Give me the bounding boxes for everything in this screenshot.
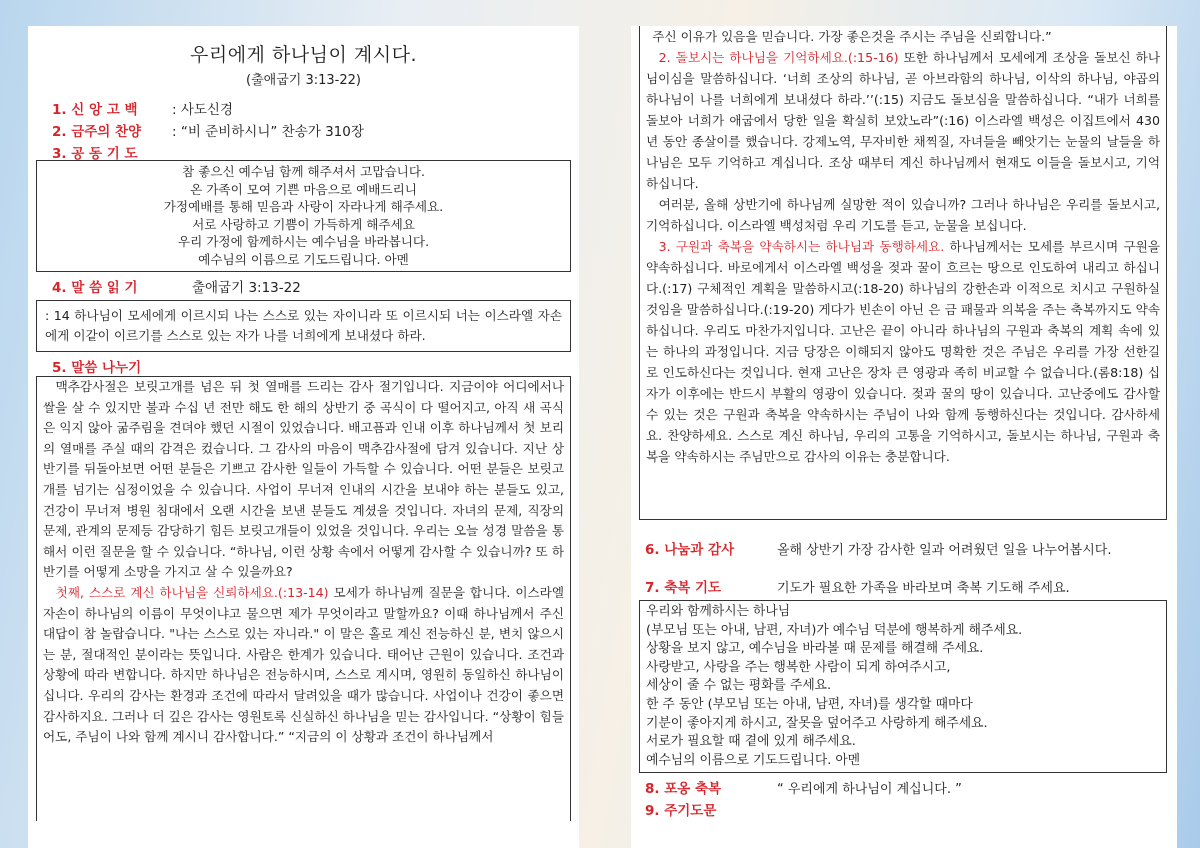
scripture-reference: (출애굽기 3:13-22) bbox=[246, 73, 361, 88]
prayer-line: 우리 가정에 함께하시는 예수님을 바라봅니다. bbox=[177, 234, 430, 249]
reading-value: 출애굽기 3:13-22 bbox=[192, 280, 301, 296]
prayer-row bbox=[42, 142, 565, 160]
point-one-heading: 첫째, 스스로 계신 하나님을 신뢰하세요.(:13-14) bbox=[55, 584, 329, 600]
share-thanks-label: 6. 나눔과 감사 bbox=[645, 542, 735, 558]
hymn-label: 2. 금주의 찬양 bbox=[52, 124, 142, 140]
sermon-paragraph-3: 2. 돌보시는 하나님을 기억하세요.(:15-16) 또한 하나님께서 모세에게 조상을 돌보신 하나님이심을 말씀하십니다. ‘너희 조상의 하나님, 곧 아브라함의 하나님, 이삭의 하나님, 야곱의 하나님이 나를 너희에게 보내셨다 하라.’’(:15) 지금도 돌보심을 말씀하십니다. “내가 너희를 돌보아 너희가 애굽에서 당한 일을 확실히 보았노라”(:16) 이스라엘 백성은 이집트에서 430년 동안 종살이를 했습니다. 강제노역, 무자비한 채찍질, 자녀들을 빼앗기는 눈물의 날들을 하나님은 모두 기억하고 계십니다. 조상 때부터 계신 하나님께서 현재도 이들을 돌보시고, 기억하십니다. bbox=[646, 50, 1160, 191]
reading-row bbox=[42, 276, 565, 296]
common-prayer-box bbox=[36, 160, 571, 272]
share-thanks-value: 올해 상반기 가장 감사한 일과 어려웠던 일을 나누어봅시다. bbox=[777, 543, 1112, 558]
blessing-line: 사랑받고, 사랑을 주는 행복한 사람이 되게 하여주시고, bbox=[646, 659, 951, 675]
blessing-line: 상황을 보지 않고, 예수님을 바라볼 때 문제를 해결해 주세요. bbox=[646, 641, 984, 657]
right-page bbox=[631, 26, 1177, 848]
sermon-paragraph-1: 맥추감사절은 보릿고개를 넘은 뒤 첫 열매를 드리는 감사 절기입니다. 지금이야 어디에서나 쌀을 살 수 있지만 불과 수십 년 전만 해도 한 해의 상반기 중 곡식이 다 떨어지고, 아직 새 곡식은 익지 않아 굶주림을 견뎌야 했던 시절이 있었습니다. 배고픔과 인내 이후 하나님께서 첫 보리의 열매를 주실 때의 감격은 컸습니다. 그 감사의 마음이 맥추감사절에 담겨 있습니다. 지난 상반기를 뒤돌아보면 어떤 분들은 기쁘고 감사한 일들이 가득할 수 있습니다. 어떤 분들은 보릿고개를 넘기는 심정이었을 수 있습니다. 사업이 무너져 인내의 시간을 보내야 하는 분들도 있고, 건강이 무너져 병원 침대에서 오랜 시간을 보낸 분들도 계셨을 것입니다. 자녀의 문제, 직장의 문제, 관계의 문제등 감당하기 힘든 보릿고개들이 있었을 것입니다. 우리는 오늘 성경 말씀을 통해서 이런 질문을 할 수 있습니다. “하나님, 이런 상황 속에서 어떻게 감사할 수 있습니까? 또 하반기를 어떻게 소망을 가지고 살 수 있을까요? bbox=[43, 379, 564, 580]
sermon-paragraph-5: 3. 구원과 축복을 약속하시는 하나님과 동행하세요. 하나님께서는 모세를 부르시며 구원을 약속하십니다. 바로에게서 이스라엘 백성을 젖과 꿀이 흐르는 땅으로 인도하여 내리고 하십니다.(:17) 구체적인 계획을 말씀하시고(:18-20) 하나님의 강한손과 이적으로 치시고 구원하실 것임을 말씀하십니다.(:19-20) 게다가 빈손이 아닌 은 금 패물과 의복을 주는 축복까지도 약속하십니다. 우리도 마찬가지입니다. 고난은 끝이 아니라 하나님의 구원과 축복의 계획 속에 있는 하나의 과정입니다. 지금 당장은 이해되지 않아도 명확한 것은 주님은 우리를 가장 선한길로 인도하신다는 것입니다. 현재 고난은 장차 큰 영광과 족히 비교할 수 없습니다.(롬8:18) 십자가 이후에는 반드시 부활의 영광이 있습니다. 젖과 꿀의 땅이 있습니다. 고난중에도 감사할 수 있는 것은 구원과 축복을 약속하시는 주님이 나와 함께 동행하신다는 것입니다. 감사하세요. 찬양하세요. 스스로 계신 하나님, 우리의 고통을 기억하시고, 돌보시는 하나님, 구원과 축복을 약속하시는 주님만으로 감사의 이유는 충분합니다. bbox=[646, 239, 1160, 464]
creed-label: 1. 신 앙 고 백 bbox=[52, 102, 138, 118]
prayer-line: 예수님의 이름으로 기도드립니다. 아멘 bbox=[198, 251, 409, 267]
blessing-line: 서로가 필요할 때 곁에 있게 해주세요. bbox=[646, 734, 856, 750]
creed-row bbox=[42, 98, 565, 120]
blessing-line: 예수님의 이름으로 기도드립니다. 아멘 bbox=[646, 752, 861, 768]
blessing-row bbox=[639, 576, 1167, 598]
blessing-line: 한 주 동안 (부모님 또는 아내, 남편, 자녀)를 생각할 때마다 bbox=[646, 696, 973, 712]
reading-label: 4. 말 씀 읽 기 bbox=[52, 280, 138, 296]
prayer-line: 서로 사랑하고 기쁨이 가득하게 해주세요 bbox=[192, 216, 415, 232]
prayer-line: 참 좋으신 예수님 함께 해주셔서 고맙습니다. bbox=[182, 164, 425, 179]
sermon-paragraph-2: 첫째, 스스로 계신 하나님을 신뢰하세요.(:13-14) 모세가 하나님께 질문을 합니다. 이스라엘 자손이 하나님의 이름이 무엇이냐고 물으면 제가 무엇이라고 말할까요? 이때 하나님께서 주신 대답이 참 놀랍습니다. "나는 스스로 있는 자니라." 이 말은 홀로 계신 전능하신 분, 변치 않으시는 분, 절대적인 분이라는 뜻입니다. 사람은 한계가 있습니다. 태어난 근원이 있습니다. 조건과 상황에 따라 변합니다. 하지만 하나님은 전능하시며, 스스로 계시며, 영원히 동일하신 하나님이십니다. 우리의 감사는 환경과 조건에 따라서 달려있을 때가 많습니다. 사업이나 건강이 좋으면 감사하지요. 그러나 더 깊은 감사는 영원토록 신실하신 하나님을 믿는 감사입니다. “상황이 힘들어도, 주님이 나와 함께 계시니 감사합니다.” “지금의 이 상황과 조건이 하나님께서 bbox=[43, 584, 564, 745]
sermon-box bbox=[36, 376, 571, 821]
hug-row bbox=[639, 777, 1167, 799]
share-thanks-row bbox=[639, 538, 1167, 560]
hymn-row bbox=[42, 120, 565, 142]
point-two-heading: 2. 돌보시는 하나님을 기억하세요.(:15-16) bbox=[658, 50, 899, 65]
hug-label: 8. 포옹 축복 bbox=[645, 781, 722, 798]
hug-value: “ 우리에게 하나님이 계십니다. ” bbox=[777, 782, 962, 798]
point-three-heading: 3. 구원과 축복을 약속하시는 하나님과 동행하세요. bbox=[658, 239, 945, 254]
page-title: 우리에게 하나님이 계시다. bbox=[189, 44, 417, 66]
blessing-value: 기도가 필요한 가족을 바라보며 축복 기도해 주세요. bbox=[777, 581, 1070, 596]
blessing-line: 기분이 좋아지게 하시고, 잘못을 덮어주고 사랑하게 해주세요. bbox=[646, 715, 988, 731]
prayer-line: 가정예배를 통해 믿음과 사랑이 자라나게 해주세요. bbox=[163, 199, 444, 214]
hymn-value: : “비 준비하시니” 찬송가 310장 bbox=[172, 124, 364, 140]
sermon-continued-box bbox=[639, 26, 1167, 520]
lords-prayer-label: 9. 주기도문 bbox=[645, 803, 717, 820]
blessing-line: (부모님 또는 아내, 남편, 자녀)가 예수님 덕분에 행복하게 해주세요. bbox=[646, 622, 1023, 638]
lords-prayer-row bbox=[639, 799, 1167, 821]
blessing-label: 7. 축복 기도 bbox=[645, 580, 722, 596]
common-prayer-label: 3. 공 동 기 도 bbox=[52, 146, 138, 162]
sharing-row bbox=[42, 356, 565, 376]
prayer-line: 온 가족이 모여 기쁜 마음으로 예배드리니 bbox=[190, 181, 417, 197]
sermon-paragraph-4: 여러분, 올해 상반기에 하나님께 실망한 적이 있습니까? 그러나 하나님은 우리를 돌보시고, 기억하십니다. 이스라엘 백성처럼 우리 기도를 듣고, 눈물을 보십니다. bbox=[646, 197, 1160, 233]
blessing-prayer-box bbox=[639, 600, 1167, 773]
sermon-continuation: 주신 이유가 있음을 믿습니다. 가장 좋은것을 주시는 주님을 신뢰합니다.” bbox=[652, 29, 1052, 44]
sermon-label: 5. 말씀 나누기 bbox=[52, 360, 142, 376]
left-page bbox=[28, 26, 579, 848]
reading-box bbox=[36, 300, 571, 352]
blessing-line: 세상이 줄 수 없는 평화를 주세요. bbox=[646, 678, 832, 694]
creed-value: : 사도신경 bbox=[172, 102, 234, 118]
reading-text: : 14 하나님이 모세에게 이르시되 나는 스스로 있는 자이니라 또 이르시되 너는 이스라엘 자손에게 이같이 이르기를 스스로 있는 자가 나를 너희에게 보내셨다 하라. bbox=[45, 308, 562, 343]
blessing-line: 우리와 함께하시는 하나님 bbox=[646, 604, 791, 619]
